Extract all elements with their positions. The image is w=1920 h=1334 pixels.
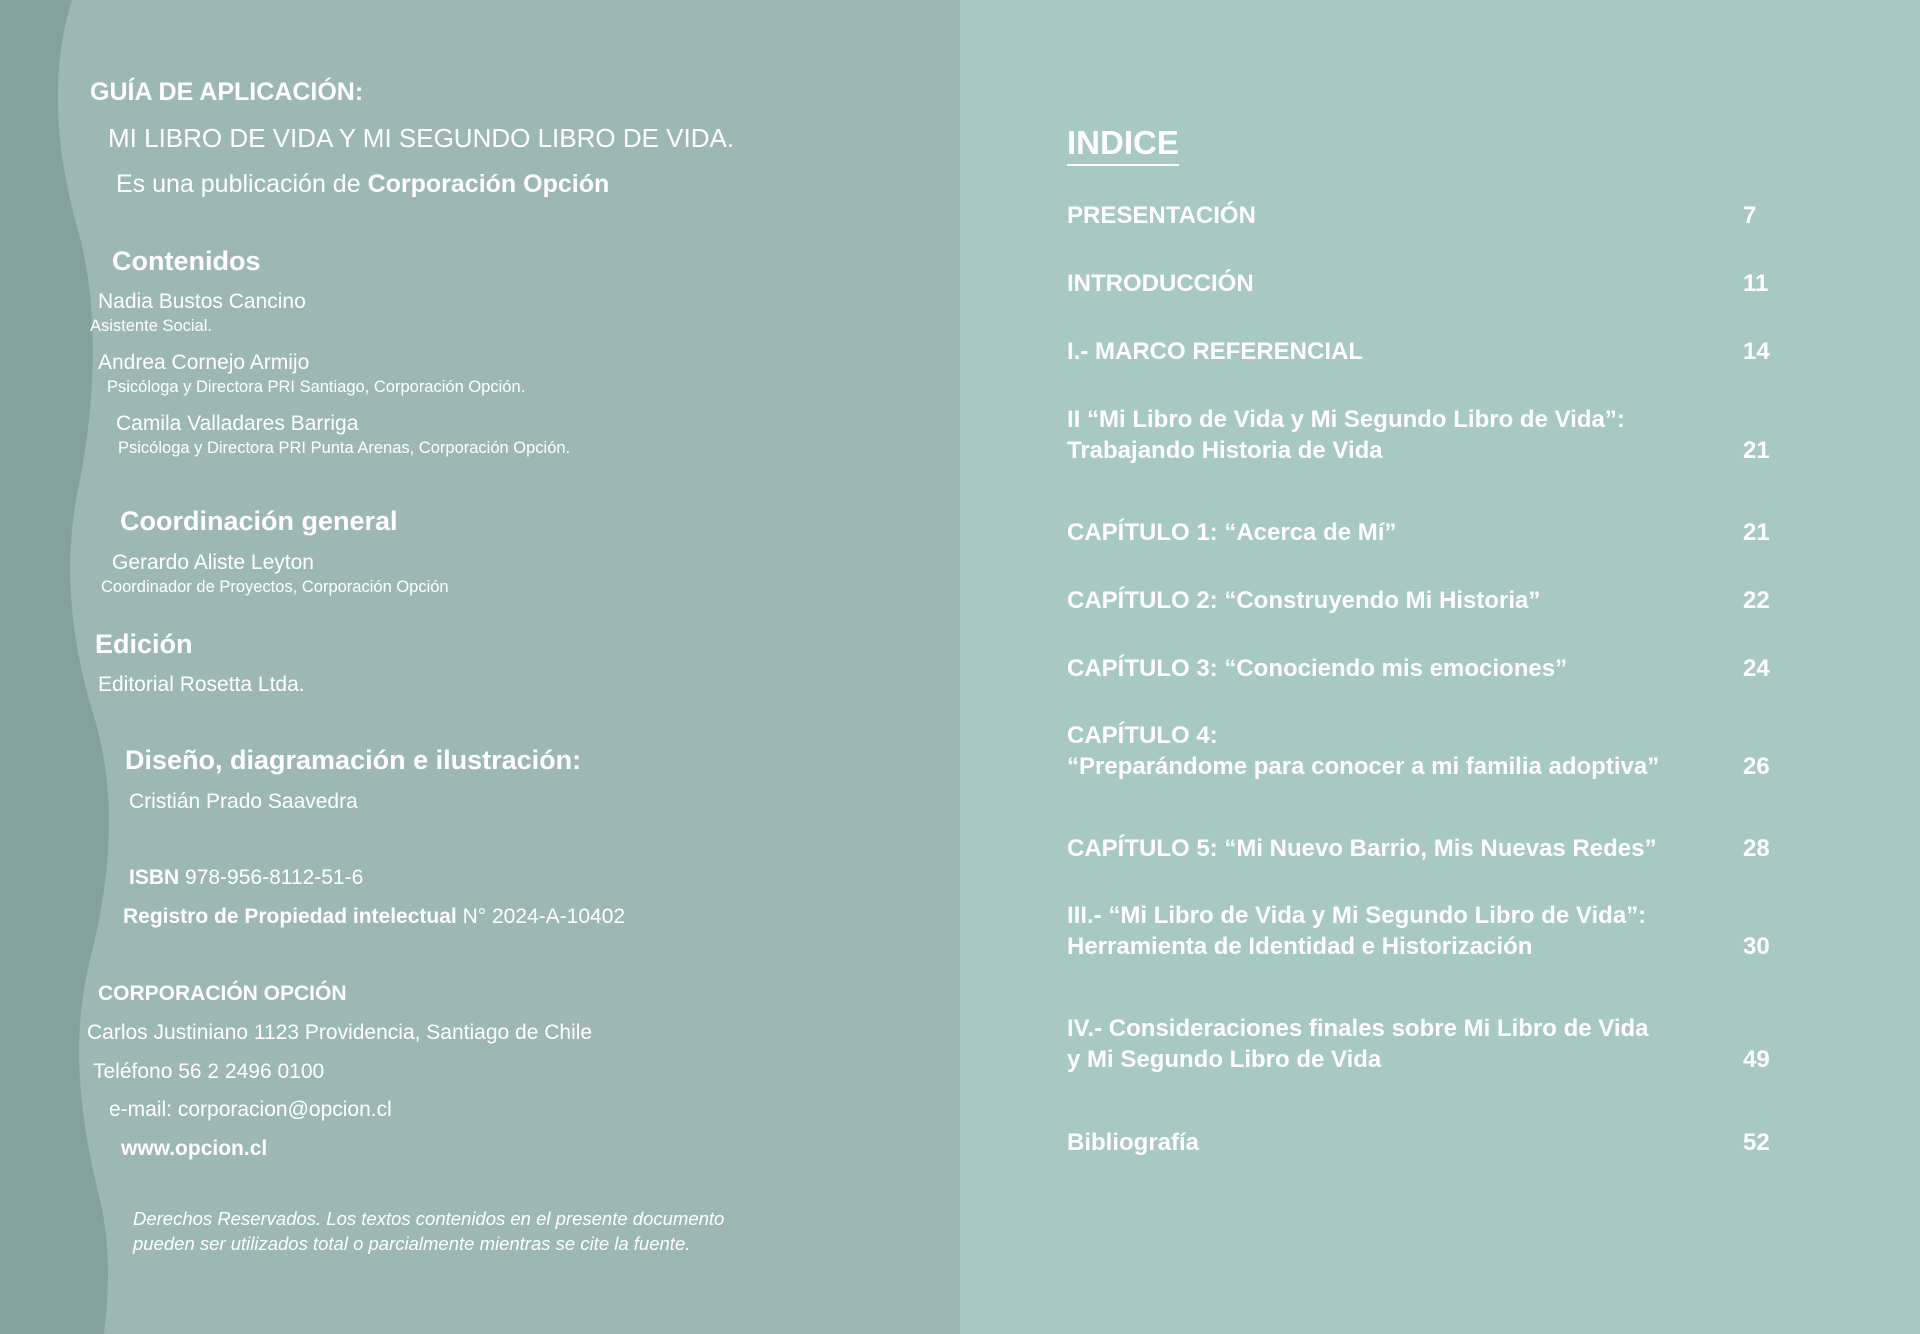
edition-value: Editorial Rosetta Ltda. [98,673,305,696]
toc-entry-page: 22 [1743,587,1770,614]
book-title: MI LIBRO DE VIDA Y MI SEGUNDO LIBRO DE VIDA. [108,123,735,153]
author-name: Nadia Bustos Cancino [98,290,306,313]
toc-entry-page: 49 [1743,1046,1770,1073]
org-email: e-mail: corporacion@opcion.cl [109,1098,392,1121]
coordinator-role: Coordinador de Proyectos, Corporación Opción [101,578,449,596]
toc-entry-title: CAPÍTULO 3: “Conociendo mis emociones” [1067,655,1568,682]
rights-notice [133,1206,853,1256]
coordination-heading: Coordinación general [120,506,398,536]
toc-entry-title: IV.- Consideraciones finales sobre Mi Libro de Vida [1067,1015,1649,1042]
author-name: Andrea Cornejo Armijo [98,351,310,374]
coordinator-name: Gerardo Aliste Leyton [112,551,314,574]
toc-entry-page: 24 [1743,655,1770,682]
rights-line: Derechos Reservados. Los textos contenidos en el presente documento [133,1208,725,1229]
rights-line: pueden ser utilizados total o parcialmente mientras se cite la fuente. [133,1233,691,1254]
toc-entry-page: 52 [1743,1129,1770,1156]
toc-entry-page: 30 [1743,933,1770,960]
wave-decoration [0,0,130,1334]
toc-entry-title: INTRODUCCIÓN [1067,270,1254,297]
toc-entry-page: 26 [1743,753,1770,780]
toc-entry-page: 14 [1743,338,1770,365]
isbn-line [129,866,363,890]
registry-value: N° 2024-A-10402 [456,905,626,928]
toc-entry-title-cont: “Preparándome para conocer a mi familia adoptiva” [1067,753,1660,780]
toc-entry-title: PRESENTACIÓN [1067,202,1256,229]
toc-entry-title: CAPÍTULO 1: “Acerca de Mí” [1067,519,1397,546]
toc-entry-title-cont: Herramienta de Identidad e Historización [1067,933,1533,960]
toc-entry-title: CAPÍTULO 5: “Mi Nuevo Barrio, Mis Nuevas Redes” [1067,835,1657,862]
registry-line [123,905,625,929]
toc-entry-page: 21 [1743,437,1770,464]
toc-entry-title: CAPÍTULO 2: “Construyendo Mi Historia” [1067,587,1541,614]
publisher-name: Corporación Opción [367,170,610,198]
isbn-value: 978-956-8112-51-6 [179,866,364,889]
publisher-line [116,170,609,199]
publisher-prefix: Es una publicación de [116,170,368,198]
design-value: Cristián Prado Saavedra [129,790,358,813]
author-name: Camila Valladares Barriga [116,412,359,435]
isbn-label: ISBN [129,866,180,889]
toc-entry-page: 28 [1743,835,1770,862]
toc-entry-title: CAPÍTULO 4: [1067,722,1218,749]
author-role: Psicóloga y Directora PRI Santiago, Corporación Opción. [107,378,526,396]
contents-heading: Contenidos [112,246,261,276]
toc-entry-page: 21 [1743,519,1770,546]
toc-entry-page: 7 [1743,202,1757,229]
design-heading: Diseño, diagramación e ilustración: [125,745,582,775]
toc-entry-title: III.- “Mi Libro de Vida y Mi Segundo Libro de Vida”: [1067,902,1647,929]
index-title: INDICE [1067,124,1179,166]
registry-label: Registro de Propiedad intelectual [123,905,457,928]
toc-entry-title: I.- MARCO REFERENCIAL [1067,338,1363,365]
org-website: www.opcion.cl [121,1137,268,1160]
org-address: Carlos Justiniano 1123 Providencia, Santiago de Chile [87,1021,593,1044]
toc-entry-title-cont: y Mi Segundo Libro de Vida [1067,1046,1382,1073]
toc-entry-title: II “Mi Libro de Vida y Mi Segundo Libro de Vida”: [1067,406,1625,433]
toc-entry-page: 11 [1743,270,1769,297]
org-phone: Teléfono 56 2 2496 0100 [93,1060,325,1083]
author-role: Asistente Social. [90,317,212,335]
edition-heading: Edición [95,629,193,659]
guide-heading: GUÍA DE APLICACIÓN: [90,78,364,106]
org-name: CORPORACIÓN OPCIÓN [98,982,347,1005]
toc-entry-title-cont: Trabajando Historia de Vida [1067,437,1383,464]
author-role: Psicóloga y Directora PRI Punta Arenas, Corporación Opción. [118,439,571,457]
toc-entry-title: Bibliografía [1067,1129,1200,1156]
